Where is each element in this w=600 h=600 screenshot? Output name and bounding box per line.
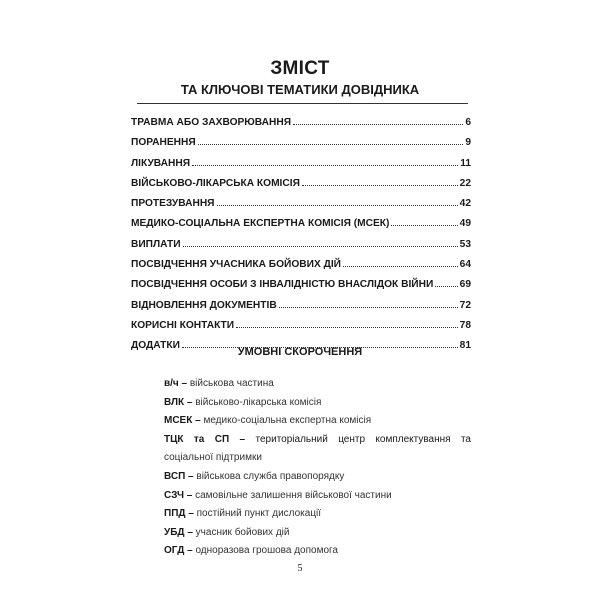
abbreviation-definition: одноразова грошова допомога	[195, 545, 338, 557]
toc-entry-label: ВІДНОВЛЕННЯ ДОКУМЕНТІВ	[131, 299, 277, 311]
toc-leader-dots	[343, 266, 458, 267]
toc-leader-dots	[391, 225, 457, 226]
toc-entry[interactable]	[131, 320, 471, 340]
abbreviation-term: МСЕК	[164, 415, 193, 427]
abbreviation-definition: медико-соціальна експертна комісія	[203, 415, 372, 427]
toc-leader-dots	[183, 246, 458, 247]
toc-entry-label: ЛІКУВАННЯ	[131, 157, 191, 169]
toc-entry[interactable]	[131, 158, 471, 178]
page-title: ЗМІСТ	[270, 58, 330, 79]
abbreviation-term: СЗЧ	[164, 489, 184, 501]
toc-entry-page: 69	[459, 279, 471, 291]
abbreviation-item	[164, 394, 471, 413]
abbreviation-definition: самовільне залишення військової частини	[195, 489, 392, 501]
abbreviation-item	[164, 487, 471, 506]
abbreviation-separator: –	[178, 378, 190, 389]
toc-entry-label: ПРОТЕЗУВАННЯ	[131, 198, 215, 210]
toc-entry-label: ДОДАТКИ	[131, 340, 180, 352]
toc-entry-label: ПОСВІДЧЕННЯ ОСОБИ З ІНВАЛІДНІСТЮ ВНАСЛІДОК ВІЙНИ	[131, 279, 434, 291]
abbreviation-separator: –	[192, 415, 204, 427]
abbreviations-list	[164, 375, 471, 561]
toc-leader-dots	[435, 286, 457, 287]
toc-entry-label: МЕДИКО-СОЦІАЛЬНА ЕКСПЕРТНА КОМІСІЯ (МСЕК)	[131, 218, 390, 230]
toc-entry-page: 9	[465, 137, 471, 149]
abbreviations-heading: УМОВНІ СКОРОЧЕННЯ	[237, 346, 363, 358]
toc-entry-page: 42	[459, 198, 471, 210]
toc-entry-page: 6	[465, 117, 471, 128]
toc-entry-label: ПОСВІДЧЕННЯ УЧАСНИКА БОЙОВИХ ДІЙ	[131, 259, 341, 271]
abbreviation-term: УБД	[164, 526, 185, 538]
abbreviation-separator: –	[184, 396, 196, 408]
abbreviation-definition: територіальний центр комплектування та	[255, 433, 471, 445]
abbreviation-item	[164, 375, 471, 394]
toc-entry-label: ТРАВМА АБО ЗАХВОРЮВАННЯ	[131, 117, 292, 128]
toc-entry-page: 64	[459, 259, 471, 271]
toc-entry[interactable]	[131, 259, 471, 279]
abbreviation-separator: –	[184, 545, 196, 557]
toc-entry-page: 81	[459, 340, 471, 352]
abbreviation-item	[164, 468, 471, 487]
abbreviation-term: ППД	[164, 508, 186, 520]
toc-leader-dots	[217, 205, 458, 206]
abbreviation-term: ВЛК	[164, 396, 185, 408]
toc-leader-dots	[198, 144, 464, 145]
page-subtitle: ТА КЛЮЧОВІ ТЕМАТИКИ ДОВІДНИКА	[180, 82, 420, 97]
abbreviation-separator: –	[185, 470, 197, 482]
abbreviation-item	[164, 431, 471, 450]
toc-entry-page: 53	[459, 238, 471, 250]
abbreviation-definition: військово-лікарська комісія	[195, 396, 322, 408]
toc-entry[interactable]	[131, 218, 471, 238]
toc-leader-dots	[293, 124, 463, 125]
abbreviation-term: ОГД	[164, 545, 185, 557]
abbreviation-item	[164, 412, 471, 431]
abbreviation-separator: –	[184, 489, 196, 501]
abbreviation-separator: –	[185, 508, 197, 520]
toc-entry-label: КОРИСНІ КОНТАКТИ	[131, 319, 235, 331]
abbreviation-definition: військова частина	[189, 378, 274, 389]
abbreviation-definition-continued: соціальної підтримки	[164, 452, 262, 464]
toc-entry-page: 22	[459, 177, 471, 189]
toc-entry[interactable]	[131, 279, 471, 299]
abbreviation-term: ТЦК та СП	[164, 433, 230, 445]
toc-entry-label: ПОРАНЕННЯ	[131, 137, 196, 149]
toc-leader-dots	[236, 327, 458, 328]
toc-entry-label: ВИПЛАТИ	[131, 238, 181, 250]
toc-entry-page: 11	[460, 157, 471, 169]
toc-entry[interactable]	[131, 239, 471, 259]
abbreviation-definition: військова служба правопорядку	[196, 470, 345, 482]
toc-entry[interactable]	[131, 300, 471, 320]
title-divider	[137, 103, 468, 104]
toc-leader-dots	[279, 307, 458, 308]
toc-leader-dots	[302, 185, 458, 186]
abbreviation-definition: постійний пункт дислокації	[196, 508, 322, 520]
abbreviation-separator: –	[184, 526, 196, 538]
toc-entry-page: 49	[459, 218, 471, 230]
toc-entry[interactable]	[131, 178, 471, 198]
abbreviation-definition: учасник бойових дій	[195, 526, 290, 538]
toc-entry[interactable]	[131, 117, 471, 137]
toc-entry[interactable]	[131, 137, 471, 157]
abbreviation-item	[164, 542, 471, 561]
abbreviation-term: ВСП	[164, 470, 186, 482]
toc-entry[interactable]	[131, 198, 471, 218]
abbreviation-item	[164, 505, 471, 524]
toc-entry-page: 72	[459, 299, 471, 311]
abbreviation-separator: –	[229, 433, 256, 445]
toc-entry-page: 78	[459, 319, 471, 331]
abbreviation-term: в/ч	[164, 378, 179, 389]
abbreviation-item	[164, 524, 471, 543]
toc-leader-dots	[192, 165, 458, 166]
table-of-contents	[131, 117, 471, 361]
page-number: 5	[297, 563, 303, 574]
toc-entry-label: ВІЙСЬКОВО-ЛІКАРСЬКА КОМІСІЯ	[131, 177, 300, 189]
